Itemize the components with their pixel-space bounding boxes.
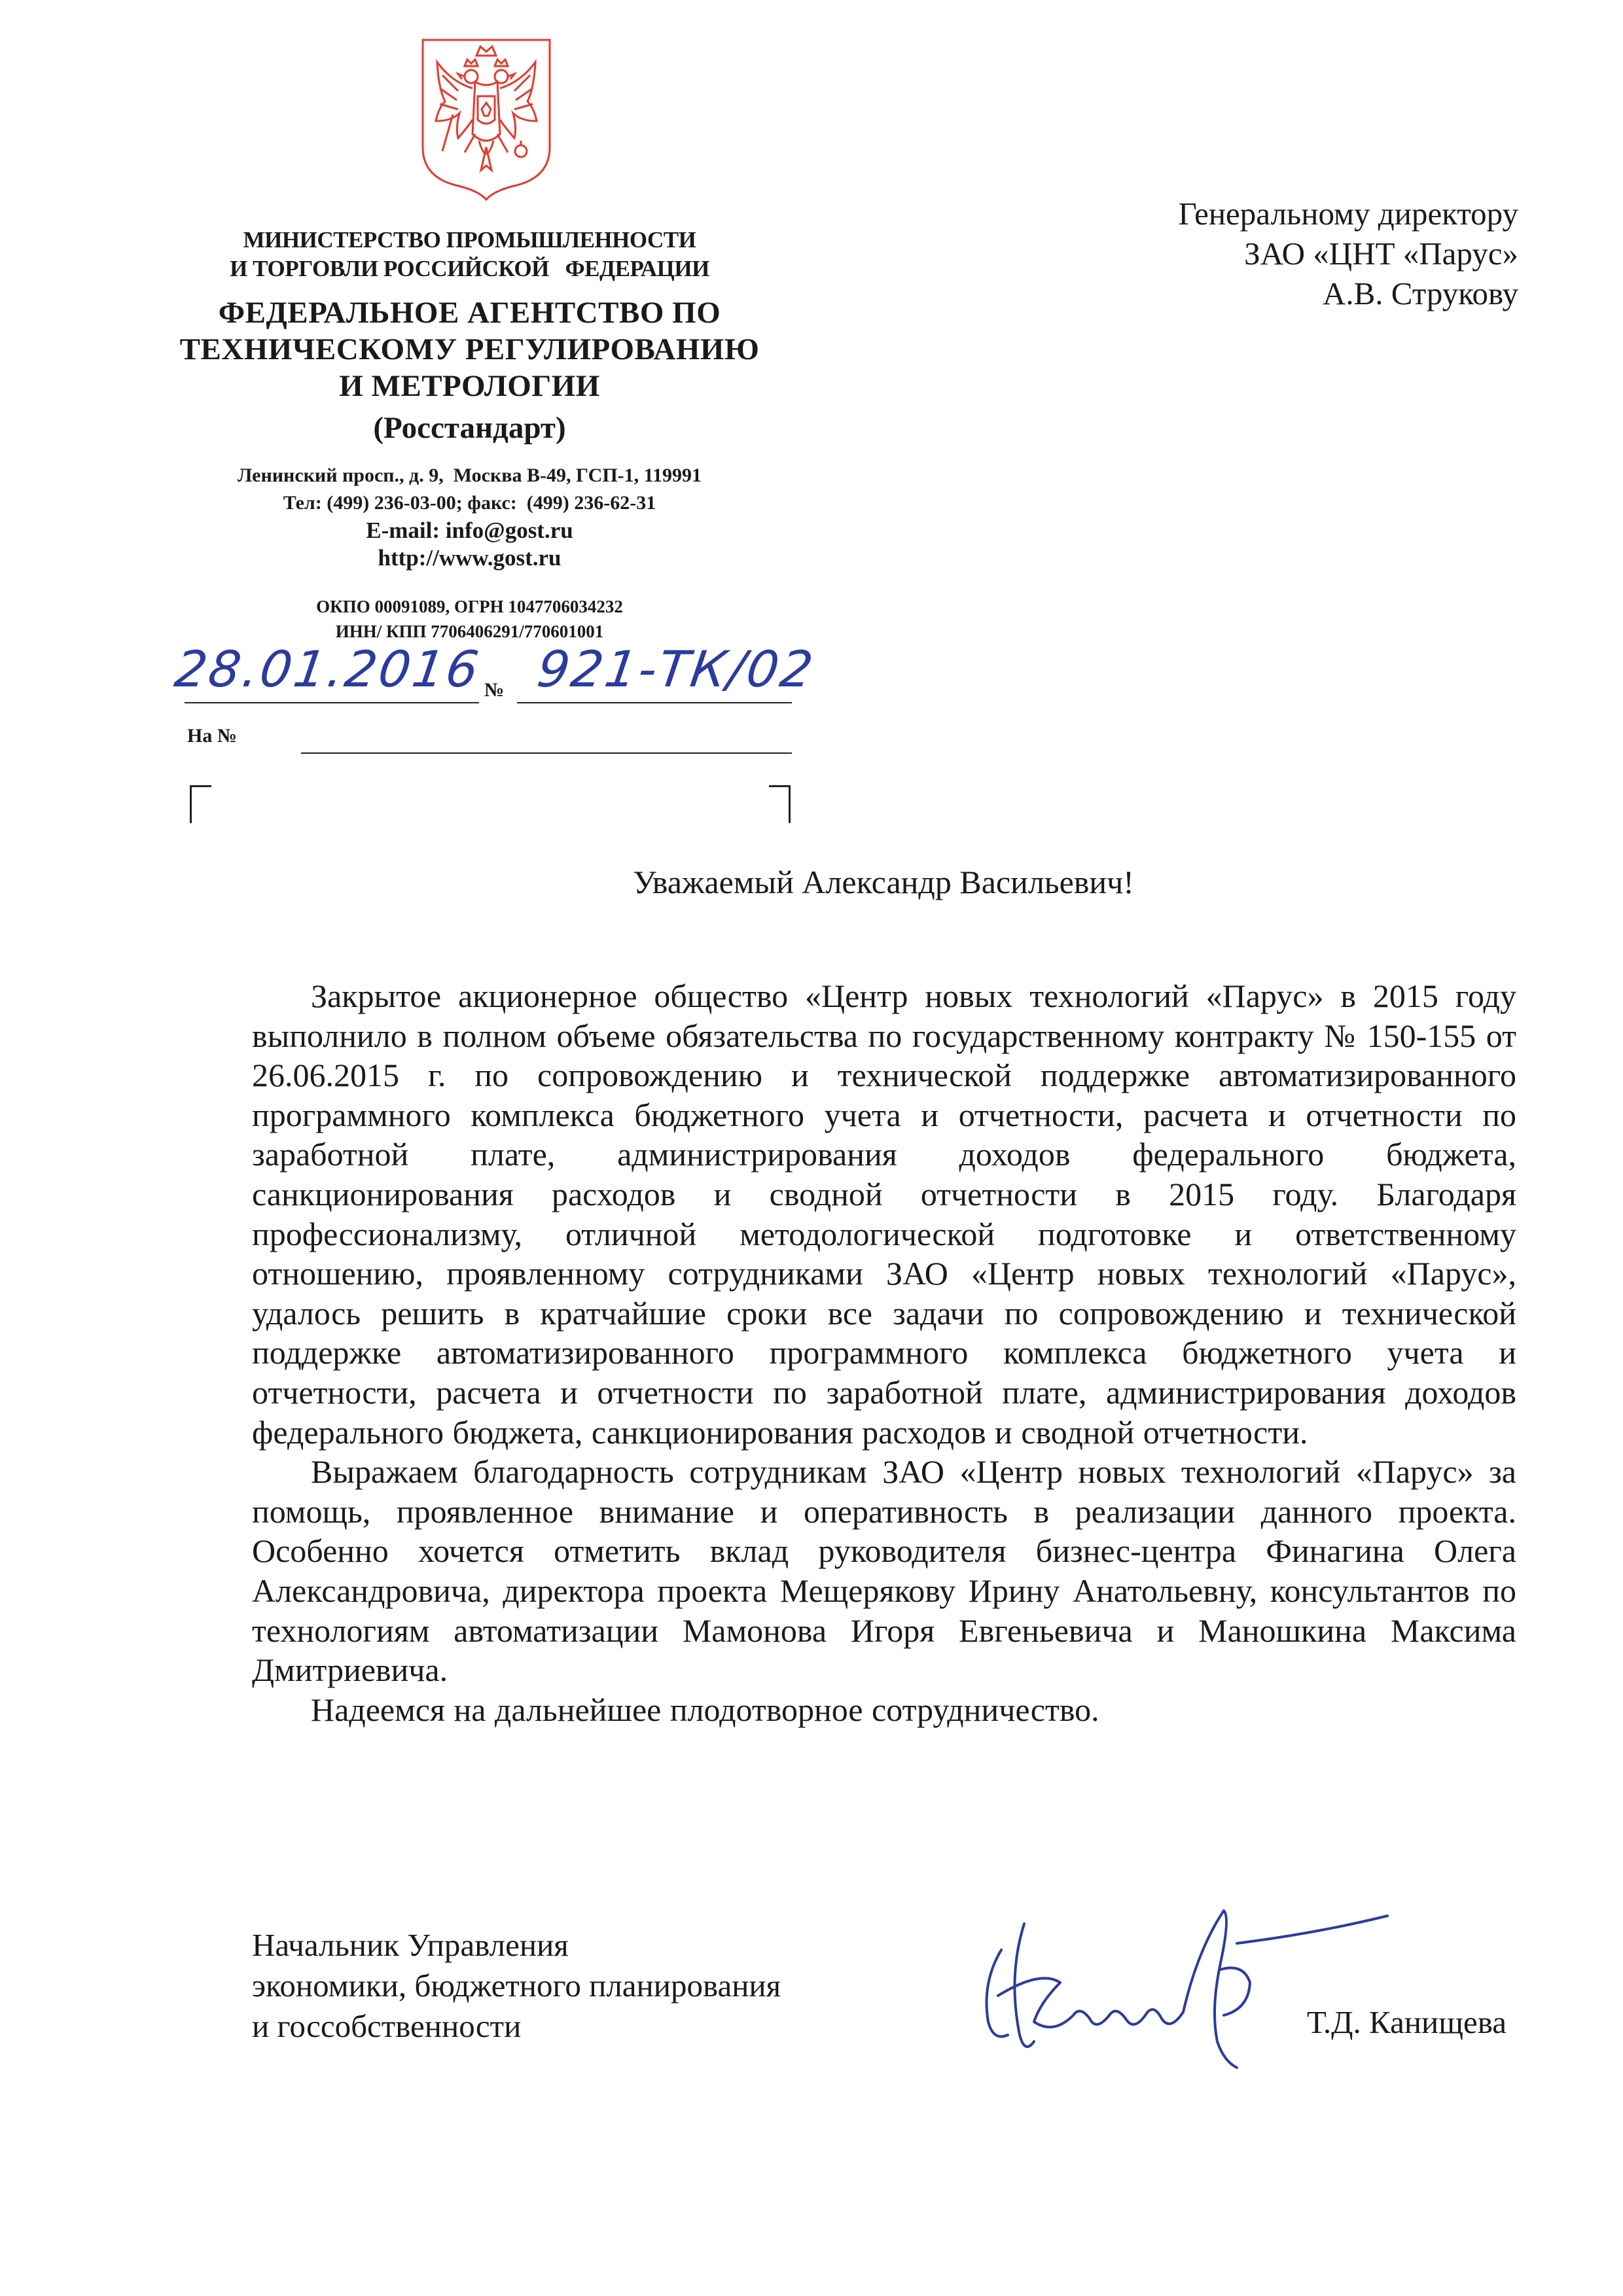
- coat-of-arms-emblem: [419, 36, 554, 203]
- body-paragraph-1: Закрытое акционерное общество «Центр новых технологий «Парус» в 2015 году выполнило в полном объеме обязательства по государственному контракту № 150-155 от 26.06.2015 г. по сопровождению и технической поддержке автоматизированного программного комплекса бюджетного учета и отчетности, расчета и отчетности по заработной плате, администрирования доходов федерального бюджета, санкционирования расходов и сводной отчетности в 2015 году. Благодаря профессионализму, отличной методологической подготовке и ответственному отношению, проявленному сотрудниками ЗАО «Центр новых технологий «Парус», удалось решить в кратчайшие сроки все задачи по сопровождению и технической поддержке автоматизированного программного комплекса бюджетного учета и отчетности, расчета и отчетности по заработной плате, администрирования доходов федерального бюджета, санкционирования расходов и сводной отчетности.: [252, 978, 1516, 1451]
- reply-to-underline: [301, 752, 792, 754]
- letter-body: [252, 976, 1516, 1729]
- agency-short-name: (Росстандарт): [373, 411, 566, 445]
- addressee-position: Генеральному директору: [1178, 196, 1518, 232]
- body-paragraph-2: Выражаем благодарность сотрудникам ЗАО «Центр новых технологий «Парус» за помощь, проявленное внимание и оперативность в реализации данного проекта. Особенно хочется отметить вклад руководителя бизнес-центра Финагина Олега Александровича, директора проекта Мещерякову Ирину Анатольевну, консультантов по технологиям автоматизации Мамонова Игоря Евгеньевича и Маношкина Максима Дмитриевича.: [252, 1453, 1516, 1689]
- signer-title-line-2: экономики, бюджетного планирования: [252, 1968, 781, 2004]
- handwritten-signature: [962, 1871, 1394, 2081]
- postal-address: Ленинский просп., д. 9, Москва В-49, ГСП-1, 119991: [238, 465, 702, 486]
- agency-name: [164, 294, 776, 404]
- address-field-corner-right: [769, 785, 791, 823]
- ministry-line-1: МИНИСТЕРСТВО ПРОМЫШЛЕННОСТИ: [243, 227, 696, 253]
- signer-title: [252, 1925, 781, 2047]
- number-underline: [517, 702, 792, 703]
- website-address: http://www.gost.ru: [378, 545, 562, 571]
- signer-title-line-1: Начальник Управления: [252, 1927, 569, 1963]
- date-underline: [185, 702, 479, 703]
- ministry-line-2: И ТОРГОВЛИ РОССИЙСКОЙ ФЕДЕРАЦИИ: [230, 256, 709, 281]
- addressee-name: А.В. Струкову: [1322, 275, 1518, 311]
- email-address: E-mail: info@gost.ru: [366, 518, 573, 543]
- salutation: Уважаемый Александр Васильевич!: [633, 864, 1134, 900]
- addressee-company: ЗАО «ЦНТ «Парус»: [1244, 236, 1518, 272]
- inn-kpp: ИНН/ КПП 7706406291/770601001: [335, 622, 604, 641]
- ministry-name: [164, 226, 776, 283]
- okpo-ogrn: ОКПО 00091089, ОГРН 1047706034232: [316, 597, 623, 616]
- agency-line-2: ТЕХНИЧЕСКОМУ РЕГУЛИРОВАНИЮ: [179, 332, 760, 366]
- number-label: №: [484, 679, 505, 701]
- agency-line-3: И МЕТРОЛОГИИ: [339, 369, 600, 403]
- signer-name: Т.Д. Канищева: [1306, 2004, 1507, 2040]
- signer-title-line-3: и госсобственности: [252, 2008, 522, 2044]
- registration-codes: [164, 594, 776, 644]
- handwritten-date: 28.01.2016: [171, 640, 484, 698]
- addressee-block: [929, 194, 1518, 313]
- address-field-corner-left: [190, 785, 211, 823]
- reply-to-label: На №: [187, 725, 237, 747]
- agency-line-1: ФЕДЕРАЛЬНОЕ АГЕНТСТВО ПО: [218, 296, 721, 330]
- phone-fax: Тел: (499) 236-03-00; факс: (499) 236-62-31: [283, 492, 656, 514]
- contact-block: [164, 462, 776, 572]
- handwritten-number: 921-ТК/02: [533, 640, 819, 698]
- body-paragraph-3: Надеемся на дальнейшее плодотворное сотрудничество.: [311, 1691, 1099, 1728]
